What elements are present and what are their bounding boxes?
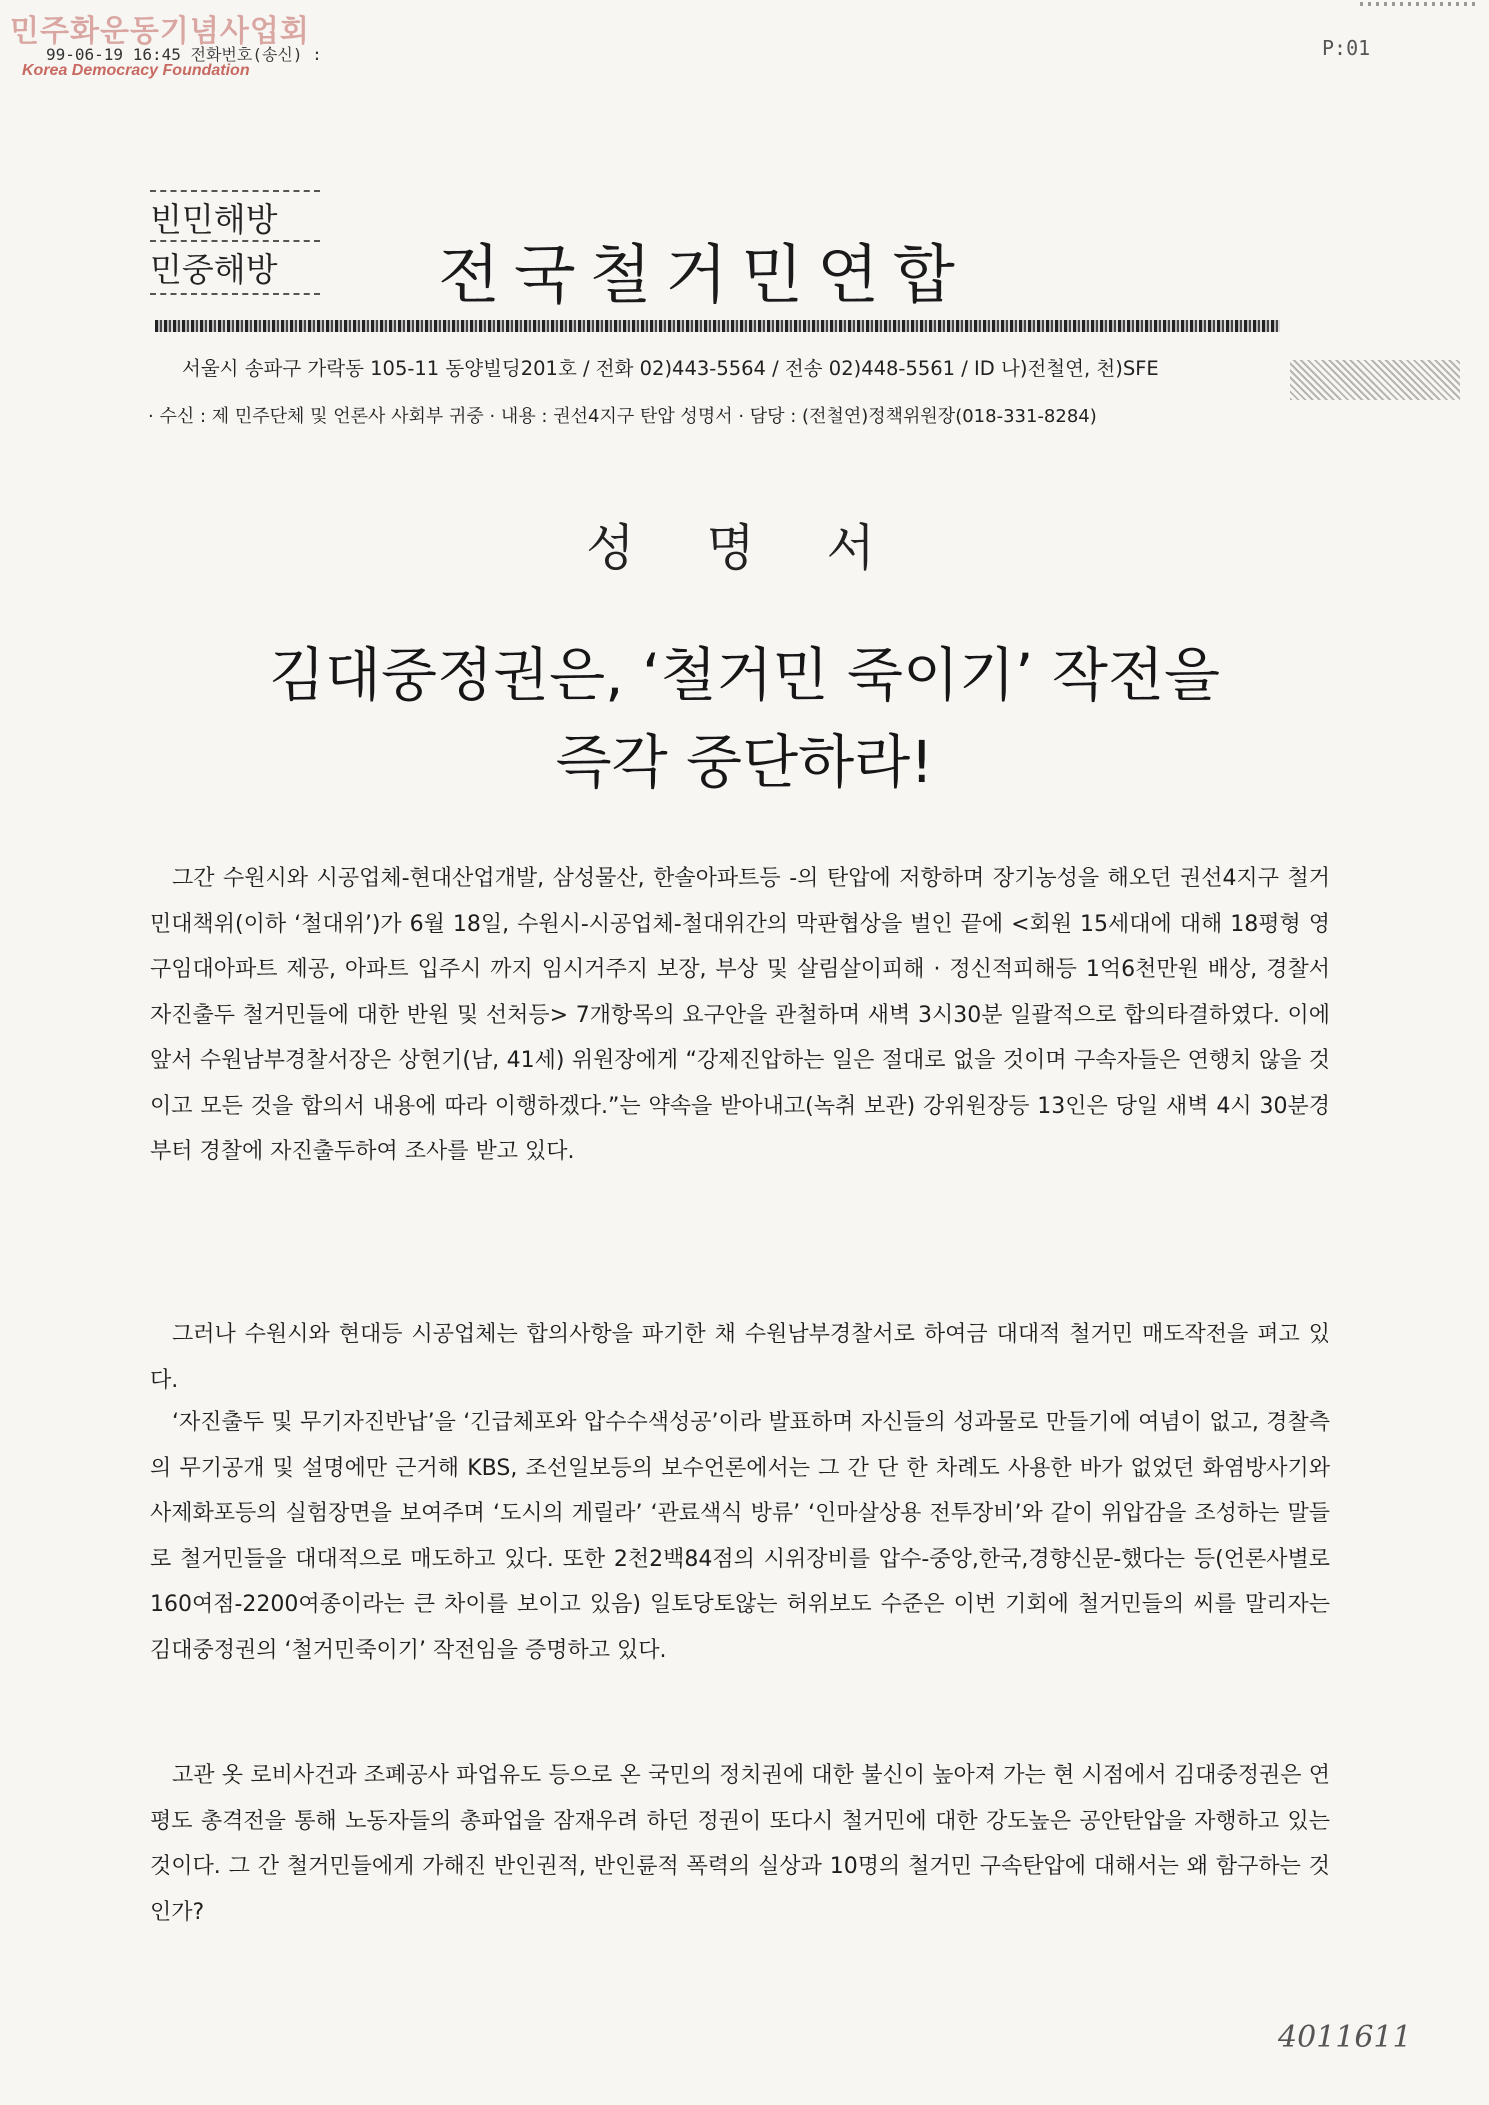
scan-noise-patch bbox=[1290, 360, 1460, 400]
fax-header-line: 99-06-19 16:45 전화번호(송신) : bbox=[46, 45, 322, 64]
body-paragraph: ‘자진출두 및 무기자진반납’을 ‘긴급체포와 압수수색성공’이라 발표하며 자신들의 성과물로 만들기에 여념이 없고, 경찰측의 무기공개 및 설명에만 근거해 KBS, 조선일보등의 보수언론에서는 그 간 단 한 차례도 사용한 바가 없었던 화염방사기와 사제화포등의 실험장면을 보여주며 ‘도시의 게릴라’ ‘관료색식 방류’ ‘인마살상용 전투장비’와 같이 위압감을 조성하는 말들로 철거민들을 대대적으로 매도하고 있다. 또한 2천2백84점의 시위장비를 압수-중앙,한국,경향신문-했다는 등(언론사별로 160여점-2200여종이라는 큰 차이를 보이고 있음) 일토당토않는 허위보도 수준은 이번 기회에 철거민들의 씨를 말리자는 김대중정권의 ‘철거민죽이기’ 작전임을 증명하고 있다. bbox=[150, 1410, 1330, 1663]
headline-line-1: 김대중정권은, ‘철거민 죽이기’ 작전을 bbox=[268, 641, 1221, 709]
slogan-2: 민중해방 bbox=[150, 240, 320, 295]
watermark-english: Korea Democracy Foundation bbox=[22, 62, 250, 79]
scan-noise bbox=[1360, 2, 1480, 6]
organization-name: 전국철거민연합 bbox=[438, 239, 969, 313]
document-type-title: 성 명 서 bbox=[586, 519, 903, 577]
handwritten-archive-number: 4011611 bbox=[1278, 2020, 1412, 2055]
slogan-1: 빈민해방 bbox=[150, 190, 320, 241]
body-paragraph: 그간 수원시와 시공업체-현대산업개발, 삼성물산, 한솔아파트등 -의 탄압에 저항하며 장기농성을 해오던 권선4지구 철거민대책위(이하 ‘철대위’)가 6월 18일, 수원시-시공업체-철대위간의 막판협상을 벌인 끝에 <회원 15세대에 대해 18평형 영구임대아파트 제공, 아파트 입주시 까지 임시거주지 보장, 부상 및 살림살이피해 · 정신적피해등 1억6천만원 배상, 경찰서 자진출두 철거민들에 대한 반원 및 선처등> 7개항목의 요구안을 관철하며 새벽 3시30분 일괄적으로 합의타결하였다. 이에 앞서 수원남부경찰서장은 상현기(남, 41세) 위원장에게 “강제진압하는 일은 절대로 없을 것이며 구속자들은 연행치 않을 것이고 모든 것을 합의서 내용에 따라 이행하겠다.”는 약속을 받아내고(녹취 보관) 강위원장등 13인은 당일 새벽 4시 30분경부터 경찰에 자진출두하여 조사를 받고 있다. bbox=[150, 866, 1330, 1164]
organization-address: 서울시 송파구 가락동 105-11 동양빌딩201호 / 전화 02)443-5564 / 전송 02)448-5561 / ID 나)전철연, 천)SFE bbox=[182, 357, 1159, 380]
body-paragraph: 그러나 수원시와 현대등 시공업체는 합의사항을 파기한 채 수원남부경찰서로 하여금 대대적 철거민 매도작전을 펴고 있다. bbox=[150, 1322, 1330, 1393]
body-paragraph: 고관 옷 로비사건과 조폐공사 파업유도 등으로 온 국민의 정치권에 대한 불신이 높아져 가는 현 시점에서 김대중정권은 연평도 총격전을 통해 노동자들의 총파업을 잠재우려 하던 정권이 또다시 철거민에 대한 강도높은 공안탄압을 자행하고 있는 것이다. 그 간 철거민들에게 가해진 반인권적, 반인륜적 폭력의 실상과 10명의 철거민 구속탄압에 대해서는 왜 함구하는 것인가? bbox=[150, 1763, 1330, 1925]
watermark-korean: 민주화운동기념사업회 bbox=[10, 14, 310, 49]
fax-page-number: P:01 bbox=[1322, 36, 1371, 60]
letterhead-divider bbox=[155, 320, 1280, 332]
recipient-line: · 수신 : 제 민주단체 및 언론사 사회부 귀중 · 내용 : 권선4지구 탄압 성명서 · 담당 : (전철연)정책위원장(018-331-8284) bbox=[148, 406, 1097, 427]
headline-line-2: 즉각 중단하라! bbox=[555, 728, 934, 796]
